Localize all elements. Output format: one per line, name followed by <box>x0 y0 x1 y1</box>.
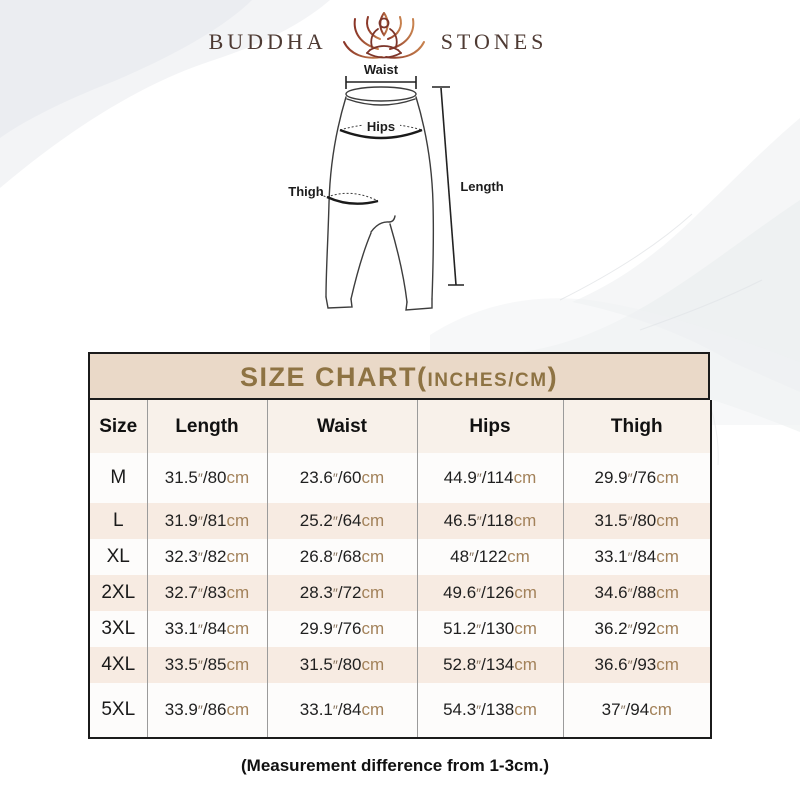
length-cell: 32.7″/83cm <box>147 575 267 611</box>
size-cell: 4XL <box>89 647 147 683</box>
hips-label: Hips <box>366 119 396 134</box>
lotus-meditation-icon <box>342 12 426 72</box>
length-cell: 31.9″/81cm <box>147 503 267 539</box>
col-header-hips: Hips <box>417 400 563 453</box>
table-row-l <box>89 503 711 539</box>
brand-name-left: BUDDHA <box>208 29 327 54</box>
length-cell: 32.3″/82cm <box>147 539 267 575</box>
waist-cell: 26.8″/68cm <box>267 539 417 575</box>
col-header-size: Size <box>89 400 147 453</box>
table-row-3xl <box>89 611 711 647</box>
pants-measurement-diagram <box>260 55 540 315</box>
size-cell: 2XL <box>89 575 147 611</box>
thigh-cell: 34.6″/88cm <box>594 583 679 602</box>
thigh-cell: 31.5″/80cm <box>594 511 679 530</box>
col-header-length: Length <box>147 400 267 453</box>
title-close: ) <box>547 362 559 392</box>
size-cell: M <box>89 453 147 503</box>
thigh-label: Thigh <box>288 184 324 199</box>
table-row-5xl <box>89 683 711 738</box>
length-cell: 31.5″/80cm <box>147 453 267 503</box>
header-row <box>89 400 711 453</box>
table-row-m <box>89 453 711 503</box>
table-row-xl <box>89 539 711 575</box>
hips-cell: 46.5″/118cm <box>417 503 563 539</box>
hips-cell: 51.2″/130cm <box>417 611 563 647</box>
table-row-2xl <box>89 575 711 611</box>
measurement-footnote: (Measurement difference from 1-3cm.) <box>241 756 549 775</box>
thigh-cell: 29.9″/76cm <box>594 468 679 487</box>
length-label: Length <box>460 179 504 194</box>
hips-cell: 52.8″/134cm <box>417 647 563 683</box>
title-main: SIZE CHART( <box>239 362 428 392</box>
size-chart <box>88 352 710 739</box>
hips-cell: 48″/122cm <box>417 539 563 575</box>
hips-cell: 54.3″/138cm <box>417 683 563 738</box>
brand-header <box>0 12 756 72</box>
waist-cell: 23.6″/60cm <box>267 453 417 503</box>
thigh-cell: 36.6″/93cm <box>594 655 679 674</box>
brand-name-right: STONES <box>440 29 548 54</box>
size-cell: L <box>89 503 147 539</box>
thigh-cell: 33.1″/84cm <box>594 547 679 566</box>
waist-cell: 25.2″/64cm <box>267 503 417 539</box>
waist-cell: 31.5″/80cm <box>267 647 417 683</box>
thigh-cell: 37″/94cm <box>601 700 672 719</box>
length-cell: 33.1″/84cm <box>147 611 267 647</box>
length-cell: 33.5″/85cm <box>147 647 267 683</box>
size-chart-table <box>88 400 712 739</box>
size-cell: 5XL <box>89 683 147 738</box>
hips-cell: 49.6″/126cm <box>417 575 563 611</box>
hips-cell: 44.9″/114cm <box>417 453 563 503</box>
table-row-4xl <box>89 647 711 683</box>
waist-cell: 29.9″/76cm <box>267 611 417 647</box>
size-cell: XL <box>89 539 147 575</box>
size-cell: 3XL <box>89 611 147 647</box>
waist-label: Waist <box>363 62 399 77</box>
col-header-waist: Waist <box>267 400 417 453</box>
waist-cell: 28.3″/72cm <box>267 575 417 611</box>
waist-cell: 33.1″/84cm <box>267 683 417 738</box>
col-header-thigh: Thigh <box>610 415 663 437</box>
size-chart-title <box>88 352 710 400</box>
title-unit: INCHES/CM <box>427 370 548 391</box>
length-cell: 33.9″/86cm <box>147 683 267 738</box>
thigh-cell: 36.2″/92cm <box>594 619 679 638</box>
